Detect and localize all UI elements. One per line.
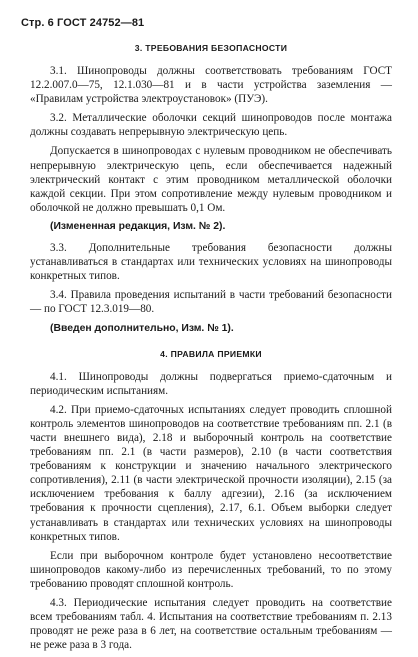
amendment-note-2: (Измененная редакция, Изм. № 2). xyxy=(50,220,226,232)
amendment-note-1: (Введен дополнительно, Изм. № 1). xyxy=(50,322,234,334)
section-3-title: 3. ТРЕБОВАНИЯ БЕЗОПАСНОСТИ xyxy=(134,43,288,53)
paragraph-4-1: 4.1. Шинопроводы должны подвергаться приемо-сдаточным и периодическим испытаниям. xyxy=(30,370,392,397)
paragraph-4-3: 4.3. Периодические испытания следует проводить на соответствие всем требованиям табл. 4. Испытания на соответствие требованиям п. 2.13 проводят не реже раза в 6 лет, на соответствие остальным требованиям — не реже раза в 3 года. xyxy=(30,597,392,652)
document-body xyxy=(30,42,392,657)
section-4-title: 4. ПРАВИЛА ПРИЕМКИ xyxy=(160,348,262,359)
paragraph-3-2: 3.2. Металлические оболочки секций шинопроводов после монтажа должны создавать непрерывную электрическую цепь. xyxy=(30,112,392,139)
paragraph-4-2: 4.2. При приемо-сдаточных испытаниях следует проводить сплошной контроль элементов шинопроводов на соответствие требованиям пп. 2.1 (в части внешнего вида), 2.18 и выборочный контроль на соответствие требованиям пп. 2.1 (в части размеров), 2.10 (в части соответствия требованиям к конструкции и значению начального электрического сопротивления), 2.11 (в части электрической прочности изоляции), 2.15 (за исключением требования к баллу адгезии), 2.16 (за исключением требования к прочности сцепления), 2.17, 6.1. Объем выборки следует устанавливать в стандартах или технических условиях на шинопроводы конкретных типов. xyxy=(30,403,392,543)
paragraph-3-3: 3.3. Дополнительные требования безопасности должны устанавливаться в стандартах или технических условиях на шинопроводы конкретных типов. xyxy=(30,242,392,283)
paragraph-3-4: 3.4. Правила проведения испытаний в части требований безопасности — по ГОСТ 12.3.019—80. xyxy=(30,289,392,316)
paragraph-4-2-addendum: Если при выборочном контроле будет установлено несоответствие шинопроводов какому-либо из перечисленных требований, то по этому требованию проводят сплошной контроль. xyxy=(30,549,392,590)
paragraph-3-2-addendum: Допускается в шинопроводах с нулевым проводником не обеспечивать непрерывную электрическую цепь, если обеспечивается надежный электрический контакт с этим проводником металлической оболочки каждой секции. При этом сопротивление между нулевым проводником и оболочкой не должно превышать 0,1 Ом. xyxy=(30,145,392,214)
paragraph-3-1: 3.1. Шинопроводы должны соответствовать требованиям ГОСТ 12.2.007.0—75, 12.1.030—81 и в части устройства заземления — «Правилам устройства электроустановок» (ПУЭ). xyxy=(30,65,392,106)
running-head: Стр. 6 ГОСТ 24752—81 xyxy=(21,17,145,29)
